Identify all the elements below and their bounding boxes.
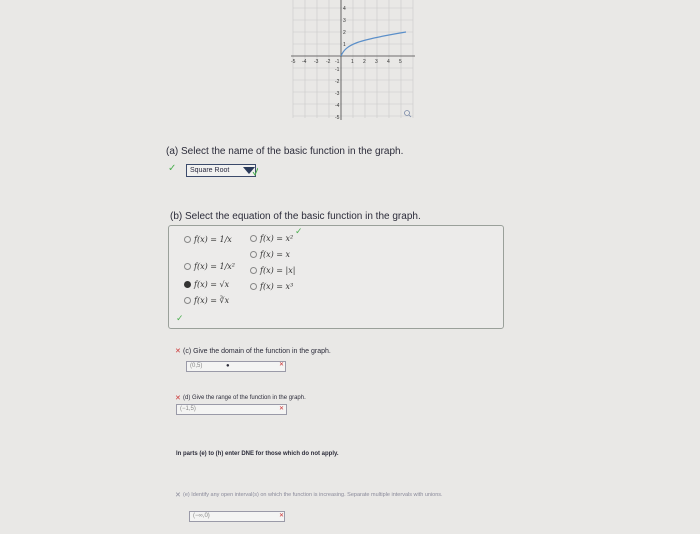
check-icon: ✓	[168, 163, 177, 174]
x-mark-icon: ✕	[279, 513, 285, 519]
radio-button[interactable]	[250, 235, 257, 242]
option-cube-root[interactable]: f(x) = ∛x	[184, 296, 229, 305]
radio-button[interactable]	[250, 267, 257, 274]
tick-y-3: 3	[343, 18, 346, 24]
radio-button[interactable]	[184, 263, 191, 270]
radio-button[interactable]	[184, 236, 191, 243]
option-x[interactable]: f(x) = x	[250, 250, 290, 259]
option-1-over-x-squared[interactable]: f(x) = 1/x²	[184, 262, 235, 271]
tick-x--4: -4	[302, 59, 307, 65]
tick-x-3: 3	[375, 59, 378, 65]
x-mark-icon: ✕	[175, 492, 181, 499]
option-1-over-x[interactable]: f(x) = 1/x	[184, 235, 232, 244]
function-graph	[288, 0, 416, 120]
range-input[interactable]: (−1,5)	[176, 404, 287, 415]
part-b-question: (b) Select the equation of the basic function in the graph.	[170, 211, 421, 222]
tick-x--2: -2	[326, 59, 331, 65]
option-square-root[interactable]: f(x) = √x	[184, 280, 229, 289]
radio-button[interactable]	[250, 251, 257, 258]
function-name-select[interactable]: Square Root	[186, 164, 256, 177]
tick-y--1: -1	[335, 67, 340, 73]
part-a-question: (a) Select the name of the basic function in the graph.	[166, 146, 404, 157]
tick-y--2: -2	[335, 79, 340, 85]
chevron-down-icon[interactable]	[240, 164, 258, 177]
tick-x-2: 2	[363, 59, 366, 65]
tick-x--5: -5	[291, 59, 296, 65]
option-x-cubed[interactable]: f(x) = x³	[250, 282, 293, 291]
x-mark-icon: ✕	[175, 348, 181, 355]
tick-x-1: 1	[351, 59, 354, 65]
check-icon: ✓	[176, 313, 184, 323]
x-mark-icon: ✕	[279, 406, 285, 412]
dot-icon: ●	[226, 363, 230, 369]
increasing-interval-input[interactable]: (−∞,0)	[189, 511, 285, 522]
option-abs-x[interactable]: f(x) = |x|	[250, 266, 295, 275]
instructions-note: In parts (e) to (h) enter DNE for those which do not apply.	[176, 451, 339, 457]
tick-y-1: 1	[343, 42, 346, 48]
part-c-question: (c) Give the domain of the function in the graph.	[183, 348, 331, 355]
domain-input[interactable]: (0,5)	[186, 361, 286, 372]
x-mark-icon: ✕	[279, 362, 285, 368]
tick-y-2: 2	[343, 30, 346, 36]
radio-button[interactable]	[184, 297, 191, 304]
tick-y-4: 4	[343, 6, 346, 12]
tick-y--5: -5	[335, 115, 340, 120]
x-mark-icon: ✕	[175, 395, 181, 402]
tick-y--4: -4	[335, 103, 340, 109]
tick-y--3: -3	[335, 91, 340, 97]
option-x-squared[interactable]: f(x) = x²	[250, 234, 293, 243]
tick-x--1: -1	[335, 59, 340, 65]
tick-x-5: 5	[399, 59, 402, 65]
tick-x-4: 4	[387, 59, 390, 65]
part-d-question: (d) Give the range of the function in the graph.	[183, 395, 306, 401]
tick-x--3: -3	[314, 59, 319, 65]
radio-button-selected[interactable]	[184, 281, 191, 288]
radio-button[interactable]	[250, 283, 257, 290]
part-e-question: (e) Identify any open interval(s) on which the function is increasing. Separate multiple intervals with unions.	[183, 492, 443, 498]
check-icon: ✓	[295, 226, 303, 236]
